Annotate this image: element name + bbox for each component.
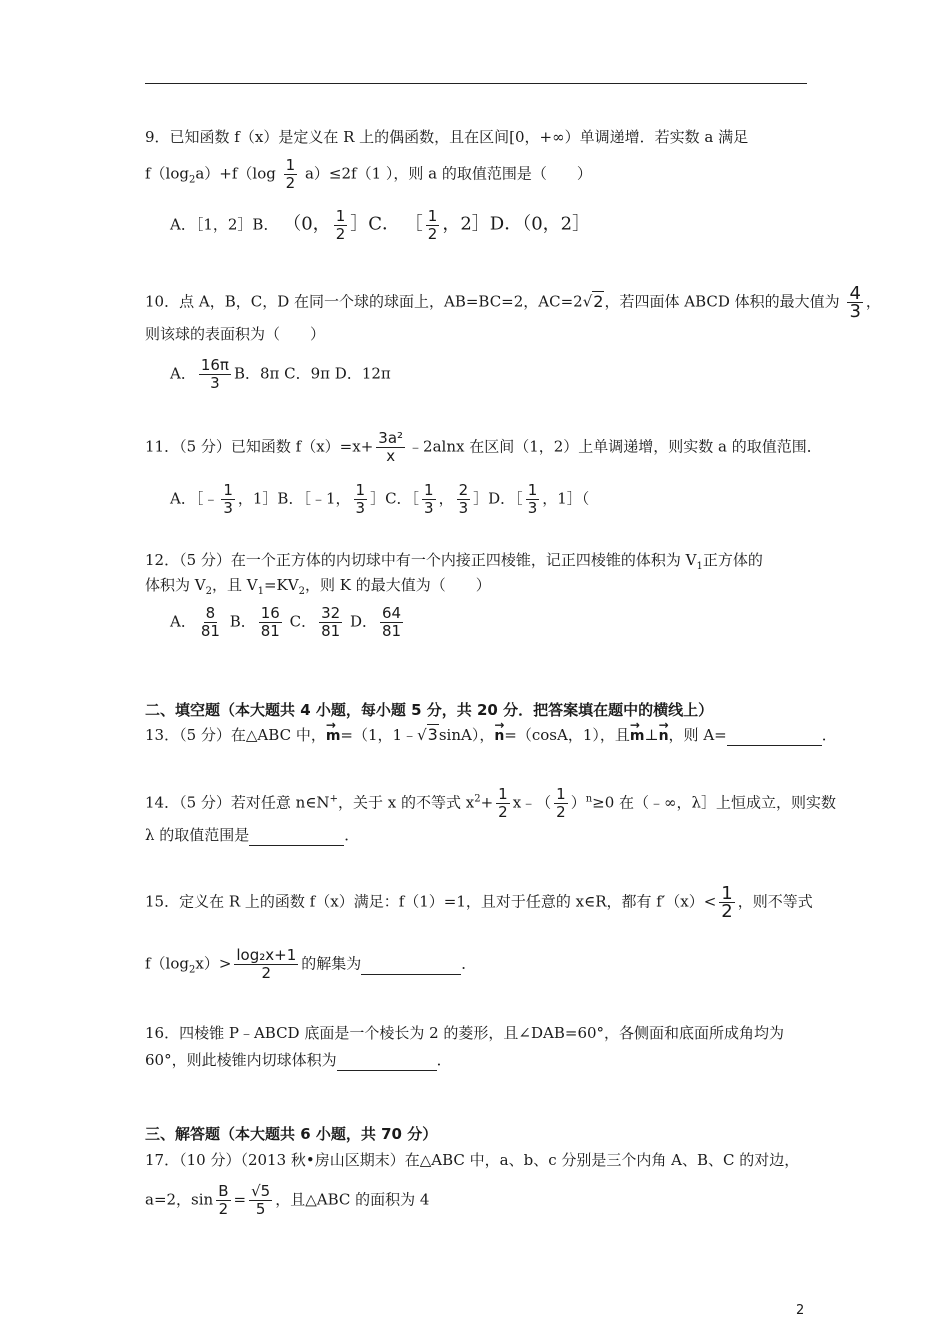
q14-line1: 14．（5 分）若对任意 n∈N+，关于 x 的不等式 $x^2+$ $\frac{1}{2}$ x﹣（ $\frac{1}{2}$ ）$^n$≥0 在（﹣∞，λ］上恒成立，则实数 [145, 785, 837, 821]
q13-answer-blank [727, 725, 822, 746]
q14-line2: λ 的取值范围是 ． [145, 826, 360, 844]
q9-option-a: A．［1，2］B． [170, 215, 279, 234]
q15-line1: 15．定义在 R 上的函数 f（x）满足：f（1）=1，且对于任意的 x∈R，都有 f′（x）< $\frac{1}{2}$ ，则不等式 [145, 883, 813, 922]
q16-line2: 60°，则此棱锥内切球体积为 ． [145, 1051, 452, 1069]
q10-options: A． $\frac{16\pi}{3}$ B．8π C．9π D．12π [170, 356, 391, 392]
q16-answer-blank [337, 1050, 437, 1071]
q10-line2: 则该球的表面积为（ ） [145, 325, 326, 343]
section2-heading: 二、填空题（本大题共 4 小题，每小题 5 分，共 20 分．把答案填在题中的横线上） [145, 701, 714, 719]
q15-answer-blank [361, 954, 461, 975]
header-rule [145, 83, 807, 84]
q10-line1: 10．点 A，B，C，D 在同一个球的球面上，AB=BC=2，AC=2√2，若四面体 ABCD 体积的最大值为 $\frac{4}{3}$ ， [145, 283, 881, 322]
q9-options: A．［1，2］B． （0， $\frac{1}{2}$ ］C． ［ $\frac{1}{2}$ ，2］D．（0，2］ [170, 207, 591, 243]
q13-line: 13．（5 分）在△ABC 中，→ m=（1，1﹣√3sinA），→ n=（cosA，1），且→ m⊥→ n，则 A= ． [145, 725, 837, 746]
q9-line1: 9．已知函数 f（x）是定义在 R 上的偶函数，且在区间[0，+∞）单调递增．若实数 a 满足 [145, 128, 749, 146]
q11-line1: 11．（5 分）已知函数 f（x）=x+ $\frac{\text{3a²}}{x}$ ﹣2alnx 在区间（1，2）上单调递增，则实数 a 的取值范围． [145, 429, 822, 465]
section3-heading: 三、解答题（本大题共 6 小题，共 70 分） [145, 1125, 438, 1143]
q9-line2: $f(\log_2a)+f(\log$ $\frac{1}{2}$ a）≤2f（1 ），则 a 的取值范围是（ ） [145, 156, 592, 192]
page-number: 2 [796, 1303, 805, 1318]
q16-line1: 16．四棱锥 P﹣ABCD 底面是一个棱长为 2 的菱形，且∠DAB=60°，各侧面和底面所成角均为 [145, 1024, 785, 1042]
q15-line2: $f(\log_2x)>$ $\frac{\text{log₂x+1}}{2}$ 的解集为 ． [145, 946, 477, 982]
q12-line1: 12．（5 分）在一个正方体的内切球中有一个内接正四棱锥，记正四棱锥的体积为 $V_1$正方体的 [145, 551, 763, 572]
q12-options: A． $\frac{8}{81}$ B． $\frac{16}{81}$ C． $\frac{32}{81}$ D． $\frac{64}{81}$ [170, 604, 402, 640]
q11-options: A．［﹣ $\frac{1}{3}$ ，1］B．［﹣1， $\frac{1}{3}$ ］C．［ $\frac{1}{3}$ ， $\frac{2}{3}$ ］D．［ $\frac{1}{3}$ ，1］（ [170, 481, 590, 517]
q17-line1: 17．（10 分）（2013 秋•房山区期末）在△ABC 中，a、b、c 分别是三个内角 A、B、C 的对边， [145, 1151, 800, 1169]
q17-line2: a=2，sin $\frac{B}{2}$ = $\frac{√5}{5}$ ，且△ABC 的面积为 4 [145, 1182, 430, 1218]
q14-answer-blank [249, 825, 344, 846]
q12-line2: 体积为 $V_2$，且 $V_1=KV_2$，则 K 的最大值为（ ） [145, 576, 491, 597]
